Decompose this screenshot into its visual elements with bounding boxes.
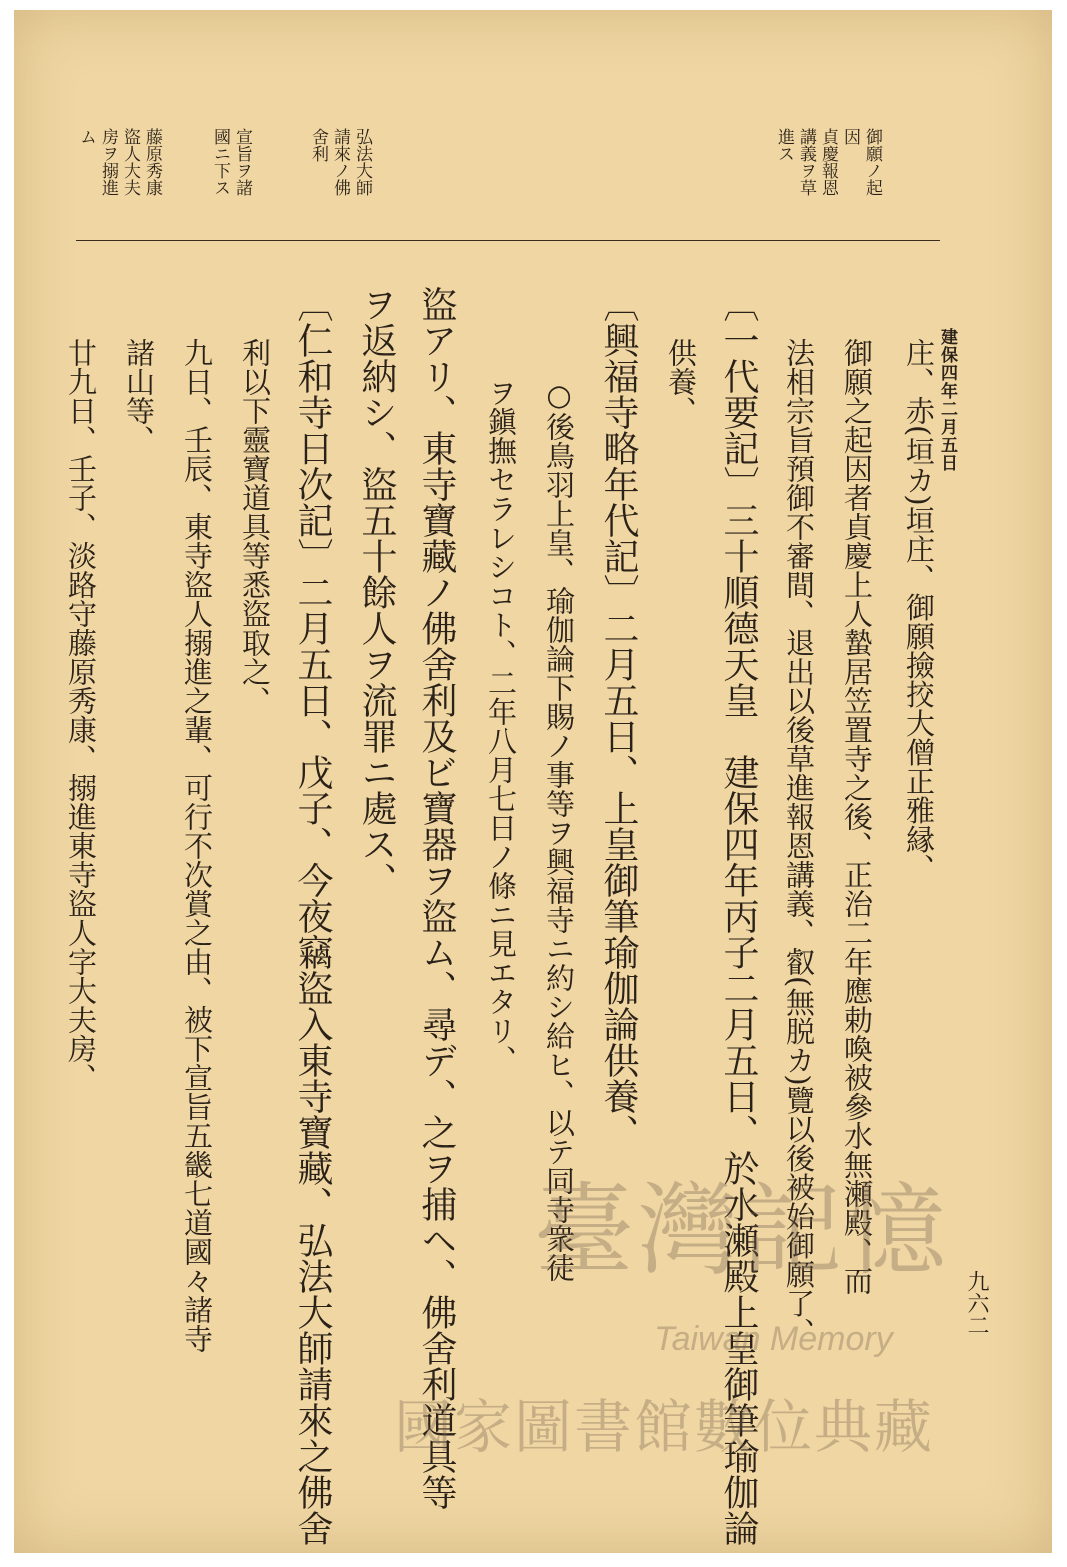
- body-column-note: ○後鳥羽上皇、瑜伽論下賜ノ事等ヲ興福寺ニ約シ給ヒ、以テ同寺衆徒: [542, 378, 576, 1282]
- body-column-heading: ヲ返納シ、盜五十餘人ヲ流罪ニ處ス、: [356, 286, 397, 898]
- margin-note-line: 御願ノ起: [862, 128, 882, 196]
- running-header-date: 建保四年二月五日: [937, 328, 957, 472]
- body-column-note: ヲ鎭撫セラレシコト、二年八月七日ノ條ニ見エタリ、: [484, 378, 518, 1074]
- margin-note-line: 藤原秀康: [142, 128, 162, 196]
- margin-note-line: 講義ヲ草: [796, 128, 816, 196]
- margin-note-line: 貞慶報恩: [818, 128, 838, 196]
- page-number: 九六二: [964, 1270, 989, 1336]
- margin-note-arrest: [76, 128, 162, 196]
- body-column-heading: 盜アリ、東寺寶藏ノ佛舍利及ビ寶器ヲ盜ム、尋デ、之ヲ捕ヘ、佛舍利道具等: [416, 286, 457, 1510]
- body-column: 利以下靈寶道具等悉盜取之、: [238, 338, 272, 715]
- margin-note-relics: [308, 128, 372, 196]
- body-column: 廿九日、壬子、淡路守藤原秀康、搦進東寺盜人字大夫房、: [64, 338, 98, 1092]
- body-column: 供養、: [664, 338, 698, 425]
- margin-note-line: 盜人大夫: [120, 128, 140, 196]
- watermark-subtitle: 國家圖書館數位典藏: [394, 1393, 935, 1461]
- document-page: [14, 10, 1052, 1553]
- body-column-citation: 〔仁和寺日次記〕二月五日、戊子、今夜竊盜入東寺寶藏、弘法大師請來之佛舍: [292, 286, 333, 1546]
- body-column-citation: 〔一代要記〕三十順德天皇 建保四年丙子二月五日、於水瀬殿上皇御筆瑜伽論: [718, 286, 759, 1546]
- margin-note-line: 國ニ下ス: [210, 128, 230, 196]
- margin-note-line: ム: [76, 128, 96, 145]
- body-column: 法相宗旨預御不審間、退出以後草進報恩講義、叡(無脱カ)覽以後被始御願了、: [782, 338, 816, 1347]
- margin-note-line: 舍利: [308, 128, 328, 162]
- body-column-citation: 〔興福寺略年代記〕二月五日、上皇御筆瑜伽論供養、: [598, 286, 639, 1150]
- watermark-english: Taiwan Memory: [654, 1320, 893, 1358]
- header-rule: [76, 240, 940, 241]
- margin-note-origin: [774, 128, 882, 196]
- margin-note-line: 宣旨ヲ諸: [232, 128, 252, 196]
- body-column: 諸山等、: [122, 338, 156, 454]
- margin-note-line: 弘法大師: [352, 128, 372, 196]
- body-column: 九日、壬辰、東寺盜人搦進之輩、可行不次賞之由、被下宣旨五畿七道國々諸寺: [180, 338, 214, 1353]
- margin-note-line: 因: [840, 128, 860, 145]
- watermark-logo: 臺灣記憶: [534, 1172, 950, 1289]
- margin-note-line: 進ス: [774, 128, 794, 162]
- margin-note-line: 請來ノ佛: [330, 128, 350, 196]
- body-column: 御願之起因者貞慶上人蟄居笠置寺之後、正治二年應勅喚被參水無瀬殿、而: [840, 338, 874, 1295]
- body-column: 庄、赤(垣カ)垣庄、御願撿挍大僧正雅縁、: [902, 338, 936, 883]
- margin-note-line: 房ヲ搦進: [98, 128, 118, 196]
- margin-note-edict: [210, 128, 252, 196]
- watermark: [394, 1150, 1014, 1480]
